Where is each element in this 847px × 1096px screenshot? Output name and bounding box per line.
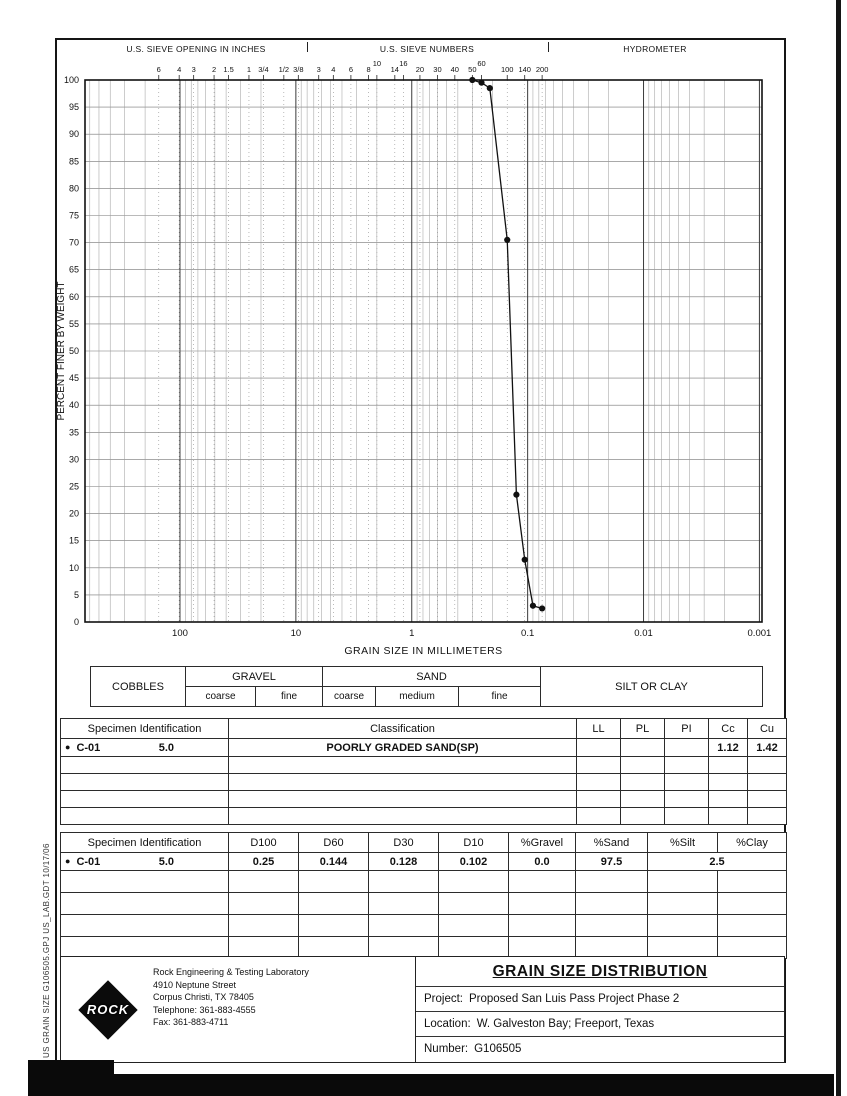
axis-header-sieve-numbers: U.S. SIEVE NUMBERS (379, 44, 475, 54)
number-label: Number: (424, 1043, 469, 1055)
svg-text:55: 55 (68, 318, 79, 329)
axis-header-hydrometer: HYDROMETER (623, 44, 687, 54)
col-pct-sand: %Sand (576, 833, 648, 853)
footer (60, 956, 785, 1063)
band-sand-fine: fine (459, 687, 541, 707)
svg-text:10: 10 (290, 628, 302, 639)
specimen-depth: 5.0 (158, 741, 174, 754)
report-title: GRAIN SIZE DISTRIBUTION (492, 962, 708, 980)
svg-text:40: 40 (450, 65, 459, 74)
svg-text:14: 14 (390, 65, 399, 74)
svg-text:140: 140 (518, 65, 531, 74)
pi-value (665, 739, 709, 757)
company-logo (77, 979, 137, 1039)
col-pct-silt: %Silt (648, 833, 718, 853)
gradation-data-row (61, 853, 787, 871)
company-phone: Telephone: 361-883-4555 (153, 1004, 256, 1015)
col-d30: D30 (369, 833, 439, 853)
gradation-header-row (61, 833, 787, 853)
specimen-id: C-01 (76, 741, 101, 754)
gradation-table (60, 832, 787, 959)
svg-text:95: 95 (68, 102, 79, 113)
svg-text:100: 100 (63, 75, 79, 85)
svg-text:65: 65 (68, 264, 79, 275)
svg-text:8: 8 (366, 65, 371, 74)
svg-text:5: 5 (73, 589, 79, 600)
company-fax: Fax: 361-883-4711 (153, 1017, 229, 1027)
band-sand: SAND (323, 667, 541, 687)
project-label: Project: (424, 993, 463, 1005)
pl-value (621, 739, 665, 757)
svg-text:75: 75 (68, 210, 79, 221)
empty-row (61, 915, 787, 937)
axis-header-divider (307, 42, 308, 52)
col-pct-clay: %Clay (718, 833, 787, 853)
company-address1: 4910 Neptune Street (153, 979, 237, 990)
band-gravel-fine: fine (256, 687, 323, 707)
file-caption-vertical: US GRAIN SIZE G106505.GPJ US_LAB.GDT 10/17/06 (42, 843, 51, 1058)
svg-text:16: 16 (399, 59, 408, 68)
cc-value: 1.12 (709, 739, 748, 757)
pct-gravel-value: 0.0 (509, 853, 576, 871)
svg-text:50: 50 (468, 65, 477, 74)
company-block (61, 957, 416, 1062)
ll-value (577, 739, 621, 757)
pct-silt-clay-value: 2.5 (648, 853, 787, 871)
specimen-marker: ● (65, 742, 71, 752)
cu-value: 1.42 (748, 739, 787, 757)
classification-header-row (61, 719, 787, 739)
svg-text:25: 25 (68, 481, 79, 492)
svg-text:3: 3 (316, 65, 321, 74)
d100-value: 0.25 (229, 853, 299, 871)
svg-text:60: 60 (477, 59, 486, 68)
band-sand-medium: medium (376, 687, 459, 707)
specimen-id: C-01 (76, 855, 101, 868)
col-specimen-identification: Specimen Identification (61, 719, 229, 739)
svg-text:0.01: 0.01 (634, 628, 653, 639)
specimen-depth: 5.0 (158, 855, 174, 868)
empty-row (61, 893, 787, 915)
col-pl: PL (621, 719, 665, 739)
svg-text:40: 40 (68, 400, 79, 411)
empty-row (61, 808, 787, 825)
location-label: Location: (424, 1018, 471, 1030)
empty-row (61, 871, 787, 893)
col-classification: Classification (229, 719, 577, 739)
band-cobbles: COBBLES (91, 667, 186, 707)
classification-value: POORLY GRADED SAND(SP) (229, 739, 577, 757)
svg-text:4: 4 (177, 65, 182, 74)
classification-table (60, 718, 787, 825)
col-cc: Cc (709, 719, 748, 739)
col-specimen-identification: Specimen Identification (61, 833, 229, 853)
location-value: W. Galveston Bay; Freeport, Texas (476, 1018, 655, 1030)
svg-text:10: 10 (68, 562, 79, 573)
svg-text:0: 0 (73, 617, 79, 627)
col-pi: PI (665, 719, 709, 739)
svg-text:70: 70 (68, 237, 79, 248)
svg-text:3/8: 3/8 (293, 65, 304, 74)
x-axis-title: GRAIN SIZE IN MILLIMETERS (344, 645, 503, 657)
svg-text:30: 30 (433, 65, 442, 74)
band-gravel: GRAVEL (186, 667, 323, 687)
svg-text:200: 200 (535, 65, 549, 74)
svg-text:4: 4 (331, 65, 336, 74)
svg-text:15: 15 (68, 535, 79, 546)
col-d100: D100 (229, 833, 299, 853)
band-gravel-coarse: coarse (186, 687, 256, 707)
svg-text:6: 6 (156, 65, 161, 74)
col-cu: Cu (748, 719, 787, 739)
band-silt-or-clay: SILT OR CLAY (541, 667, 763, 707)
empty-row (61, 774, 787, 791)
company-address2: Corpus Christi, TX 78405 (153, 992, 254, 1002)
svg-text:60: 60 (68, 291, 79, 302)
svg-text:1: 1 (409, 628, 415, 639)
empty-row (61, 757, 787, 774)
svg-text:50: 50 (68, 346, 79, 356)
svg-text:0.1: 0.1 (521, 628, 535, 639)
pct-sand-value: 97.5 (576, 853, 648, 871)
svg-text:0.001: 0.001 (747, 628, 772, 639)
svg-text:1.5: 1.5 (223, 65, 234, 74)
svg-text:45: 45 (68, 373, 79, 384)
y-axis-title: PERCENT FINER BY WEIGHT (56, 281, 67, 421)
axis-header-divider (548, 42, 549, 52)
axis-header-sieve-inches: U.S. SIEVE OPENING IN INCHES (126, 44, 266, 54)
svg-text:85: 85 (68, 156, 79, 167)
svg-text:10: 10 (372, 59, 382, 68)
svg-text:20: 20 (415, 65, 425, 74)
svg-text:100: 100 (500, 65, 514, 74)
svg-text:80: 80 (68, 183, 79, 194)
col-pct-gravel: %Gravel (509, 833, 576, 853)
d60-value: 0.144 (299, 853, 369, 871)
svg-text:3/4: 3/4 (258, 65, 269, 74)
project-value: Proposed San Luis Pass Project Phase 2 (469, 993, 680, 1005)
col-d10: D10 (439, 833, 509, 853)
number-value: G106505 (474, 1043, 522, 1055)
svg-text:6: 6 (348, 65, 353, 74)
svg-text:2: 2 (211, 65, 217, 74)
svg-text:90: 90 (68, 129, 79, 140)
logo-text: ROCK (86, 1002, 130, 1017)
svg-text:1: 1 (246, 65, 252, 74)
svg-text:100: 100 (172, 628, 188, 639)
d10-value: 0.102 (439, 853, 509, 871)
svg-text:3: 3 (191, 65, 196, 74)
report-info-block (416, 957, 784, 1062)
empty-row (61, 791, 787, 808)
size-fraction-band (90, 666, 763, 707)
scan-artifact (28, 1074, 834, 1096)
col-ll: LL (577, 719, 621, 739)
col-d60: D60 (299, 833, 369, 853)
svg-text:20: 20 (68, 508, 79, 519)
company-info (153, 966, 309, 1029)
svg-text:1/2: 1/2 (278, 65, 290, 74)
scan-artifact (836, 0, 841, 1096)
company-name: Rock Engineering & Testing Laboratory (153, 967, 309, 977)
band-sand-coarse: coarse (323, 687, 376, 707)
svg-text:30: 30 (68, 454, 79, 465)
svg-text:35: 35 (68, 427, 79, 438)
classification-data-row (61, 739, 787, 757)
specimen-marker: ● (65, 856, 71, 866)
d30-value: 0.128 (369, 853, 439, 871)
